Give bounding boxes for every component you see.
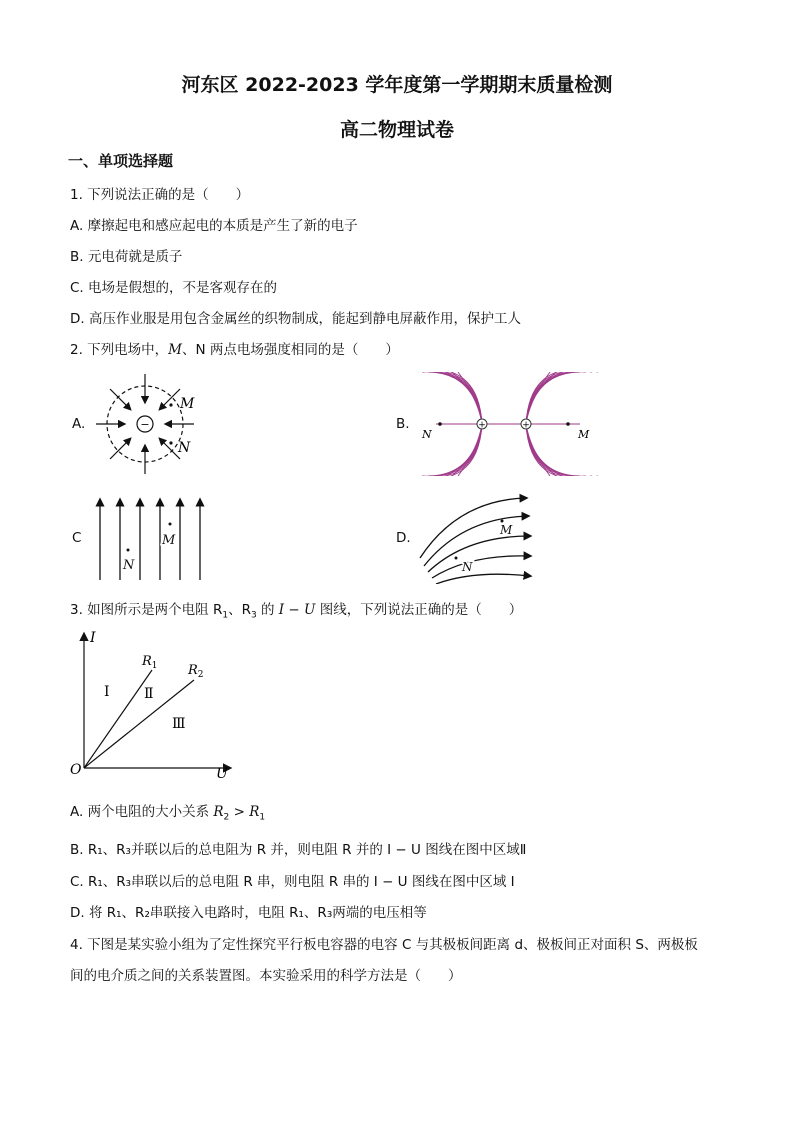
field-line [434,372,482,424]
point-n-label: N [178,440,191,456]
svg-text:+: + [522,420,530,431]
point-m-label: M [500,523,513,537]
q1-option-b: B. 元电荷就是质子 [70,249,183,265]
charge-sign: − [140,418,150,431]
svg-text:+: + [478,420,486,431]
q1-stem: 1. 下列说法正确的是（ ） [70,187,250,203]
q2-stem: 2. 下列电场中，M、N 两点电场强度相同的是（ ） [70,342,399,358]
q2-label-a: A. [72,416,86,432]
field-line [526,424,586,476]
point-m-label: M [578,428,590,441]
field-line [526,424,556,476]
q3-stem: 3. 如图所示是两个电阻 $R_1$、$R_3$ 的 I − U 图线，下列说法正确的是（ ） [70,602,523,621]
r1-line [84,670,152,768]
q2-label-c: C [72,530,82,546]
exam-title: 河东区 2022-2023 学年度第一学期期末质量检测 [181,74,613,96]
q2-figure-d [418,492,536,584]
field-line [418,372,482,424]
field-line [418,372,482,424]
q4-stem-line2: 间的电介质之间的关系装置图。本实验采用的科学方法是（ ） [70,968,462,984]
field-line [526,372,556,424]
q2-label-d: D. [396,530,411,546]
field-line [526,372,592,424]
q3-option-b: B. R₁、R₃并联以后的总电阻为 R 并，则电阻 R 并的 I − U 图线在图中区域Ⅱ [70,842,527,858]
region-1-label: Ⅰ [104,684,110,700]
q3-option-c: C. R₁、R₃串联以后的总电阻 R 串，则电阻 R 串的 I − U 图线在图中区域 I [70,874,515,890]
q4-stem-line1: 4. 下图是某实验小组为了定性探究平行板电容器的电容 C 与其极板间距离 d、极板间正对面积 S、两极板 [70,937,698,953]
region-2-label: Ⅱ [144,686,154,702]
q3-option-d: D. 将 R₁、R₂串联接入电路时，电阻 R₁、R₃两端的电压相等 [70,905,427,921]
q2-figure-b [418,372,598,476]
q2-figure-a [92,372,202,476]
r2-label: $R_2$ [188,663,204,680]
field-line [526,424,574,476]
u-axis-label: U [216,766,228,780]
field-line [526,372,586,424]
exam-subtitle: 高二物理试卷 [339,119,454,141]
q2-figure-c [88,492,208,584]
i-axis-label: I [90,630,96,646]
origin-label: O [70,762,82,778]
section-heading: 一、单项选择题 [68,152,174,170]
field-line [452,372,482,424]
q3-iu-graph [68,628,238,780]
q1-option-a: A. 摩擦起电和感应起电的本质是产生了新的电子 [70,218,358,234]
q1-option-c: C. 电场是假想的，不是客观存在的 [70,280,278,296]
point-m-label: M [162,533,176,548]
field-line [526,372,574,424]
field-line [452,424,482,476]
q2-label-b: B. [396,416,410,432]
point-n-label: N [462,560,473,574]
field-line [526,372,598,424]
q1-option-d: D. 高压作业服是用包含金属丝的织物制成，能起到静电屏蔽作用，保护工人 [70,311,521,327]
field-line [422,372,482,424]
q3-option-a: A. 两个电阻的大小关系 $R_2 > R_1$ [70,804,266,823]
r1-label: $R_1$ [142,654,158,671]
field-line [434,424,482,476]
region-3-label: Ⅲ [172,716,186,732]
point-n-label: N [422,428,432,441]
point-n-label: N [123,558,135,573]
point-m-label: M [180,396,195,412]
